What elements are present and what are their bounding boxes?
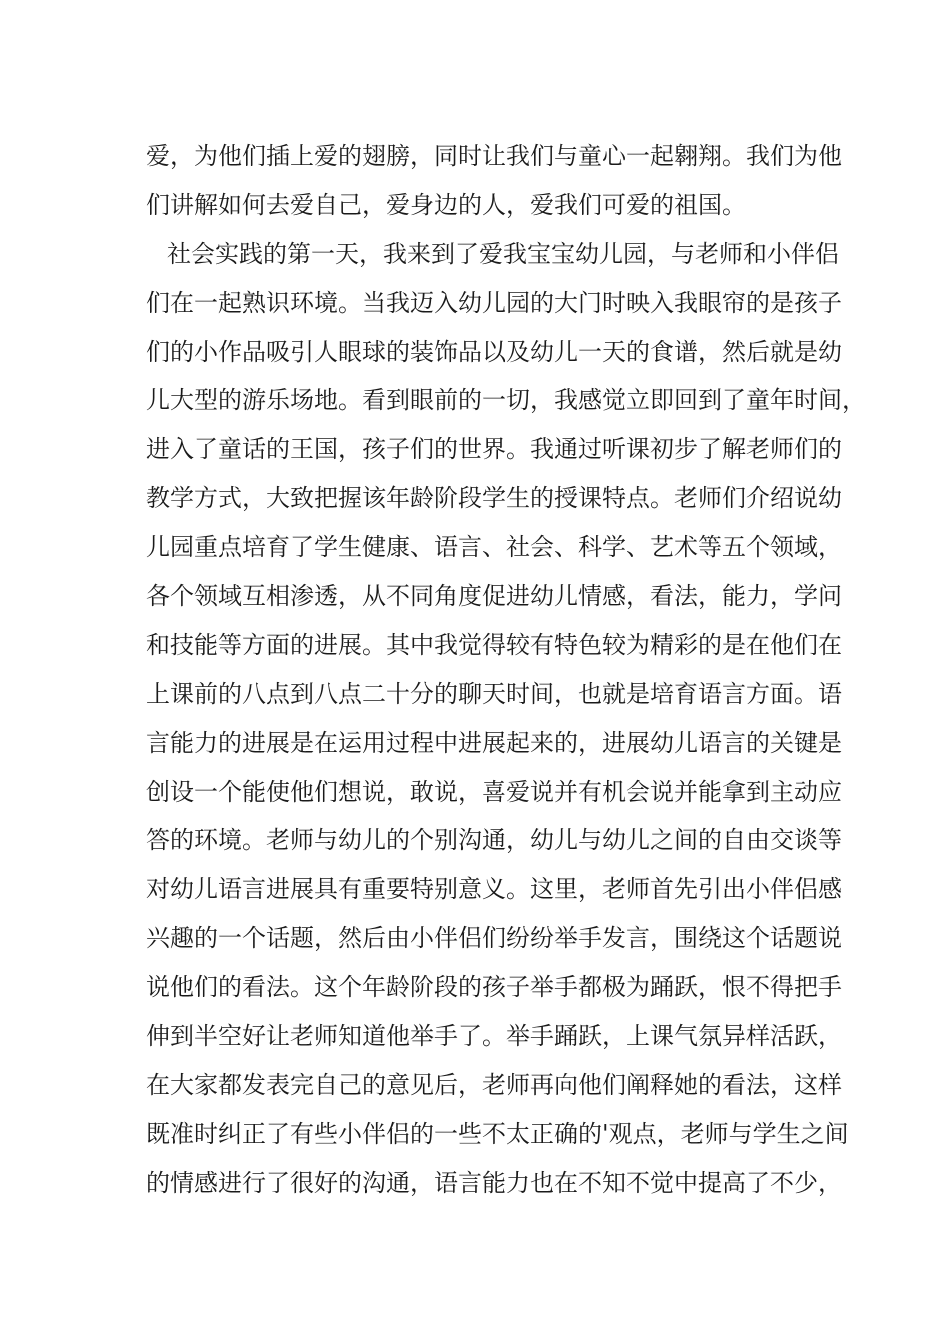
- text-line: 们在一起熟识环境。当我迈入幼儿园的大门时映入我眼帘的是孩子: [146, 288, 842, 317]
- text-line: 上课前的八点到八点二十分的聊天时间，也就是培育语言方面。语: [146, 679, 842, 708]
- text-line: 进入了童话的王国，孩子们的世界。我通过听课初步了解老师们的: [146, 435, 842, 464]
- text-line: 儿园重点培育了学生健康、语言、社会、科学、艺术等五个领域，: [146, 533, 842, 562]
- text-line: 言能力的进展是在运用过程中进展起来的，进展幼儿语言的关键是: [146, 728, 842, 757]
- text-line: 们的小作品吸引人眼球的装饰品以及幼儿一天的食谱，然后就是幼: [146, 337, 842, 366]
- text-line: 答的环境。老师与幼儿的个别沟通，幼儿与幼儿之间的自由交谈等: [146, 826, 842, 855]
- text-line: 爱，为他们插上爱的翅膀，同时让我们与童心一起翱翔。我们为他: [146, 142, 842, 170]
- text-line: 说他们的看法。这个年龄阶段的孩子举手都极为踊跃，恨不得把手: [146, 973, 842, 1002]
- paragraph-start-line: 社会实践的第一天，我来到了爱我宝宝幼儿园，与老师和小伴侣: [167, 239, 839, 268]
- text-line: 兴趣的一个话题，然后由小伴侣们纷纷举手发言，围绕这个话题说: [146, 924, 842, 953]
- text-line: 伸到半空好让老师知道他举手了。举手踊跃，上课气氛异样活跃，: [146, 1022, 842, 1051]
- text-line: 既准时纠正了有些小伴侣的一些不太正确的'观点，老师与学生之间: [146, 1119, 849, 1148]
- text-line: 各个领域互相渗透，从不同角度促进幼儿情感，看法，能力，学问: [146, 582, 842, 611]
- text-line: 和技能等方面的进展。其中我觉得较有特色较为精彩的是在他们在: [146, 630, 842, 659]
- text-line: 儿大型的游乐场地。看到眼前的一切，我感觉立即回到了童年时间，: [146, 386, 866, 415]
- text-line: 在大家都发表完自己的意见后，老师再向他们阐释她的看法，这样: [146, 1070, 842, 1099]
- text-line: 教学方式，大致把握该年龄阶段学生的授课特点。老师们介绍说幼: [146, 484, 842, 513]
- body-text: [146, 132, 866, 1208]
- text-line: 创设一个能使他们想说，敢说，喜爱说并有机会说并能拿到主动应: [146, 777, 842, 806]
- text-line: 对幼儿语言进展具有重要特别意义。这里，老师首先引出小伴侣感: [146, 875, 842, 904]
- text-line: 的情感进行了很好的沟通，语言能力也在不知不觉中提高了不少，: [146, 1168, 842, 1197]
- text-line: 们讲解如何去爱自己，爱身边的人，爱我们可爱的祖国。: [146, 190, 746, 219]
